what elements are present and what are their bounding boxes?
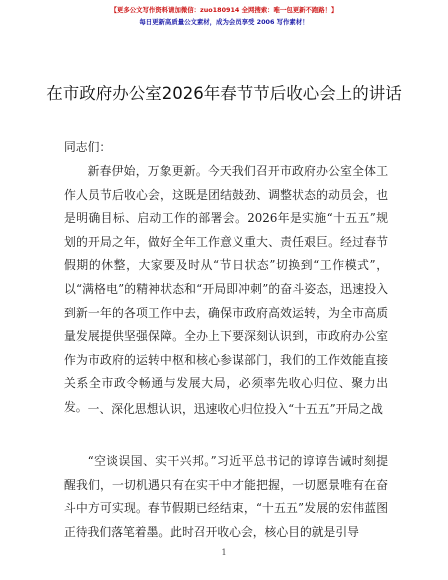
promo-banner-line-2: 每日更新高质量公文素材，成为会员享受 2006 写作素材！	[139, 18, 309, 26]
document-title: 在市政府办公室2026年春节节后收心会上的讲话	[46, 84, 402, 103]
section-heading-1: 一、深化思想认识，迅速收心归位投入“十五五”开局之战	[87, 402, 383, 416]
salutation: 同志们：	[64, 140, 112, 154]
promo-banner-line-1: 【更多公文写作资料请加微信：zuo180914 全网搜索：唯一包更新不跑路！】	[110, 6, 338, 14]
body-paragraph-intro: 新春伊始，万象更新。今天我们召开市政府办公室全体工作人员节后收心会，这既是团结鼓劲、调整状态的动员会，也是明确目标、启动工作的部署会。2026年是实施“十五五”规划的开局之年，做好全年工作意义重大、责任艰巨。经过春节假期的休整，大家要及时从“节日状态”切换到“工作模式”，以“满格电”的精神状态和“开局即冲刺”的奋斗姿态，迅速投入到新一年的各项工作中去，确保市政府高效运转，为全市高质量发展提供坚强保障。全办上下要深刻认识到，市政府办公室作为市政府的运转中枢和核心参谋部门，我们的工作效能直接关系全市政令畅通与发展大局，必须率先收心归位、聚力出发。	[64, 164, 388, 414]
page-number: 1	[221, 548, 227, 557]
body-paragraph-section-1: “空谈误国、实干兴邦。”习近平总书记的谆谆告诫时刻提醒我们，一切机遇只有在实干中才能把握，一切愿景唯有在奋斗中方可实现。春节假期已经结束，“十五五”发展的宏伟蓝图正待我们落笔着墨。此时召开收心会，核心目的就是引导	[64, 454, 388, 539]
